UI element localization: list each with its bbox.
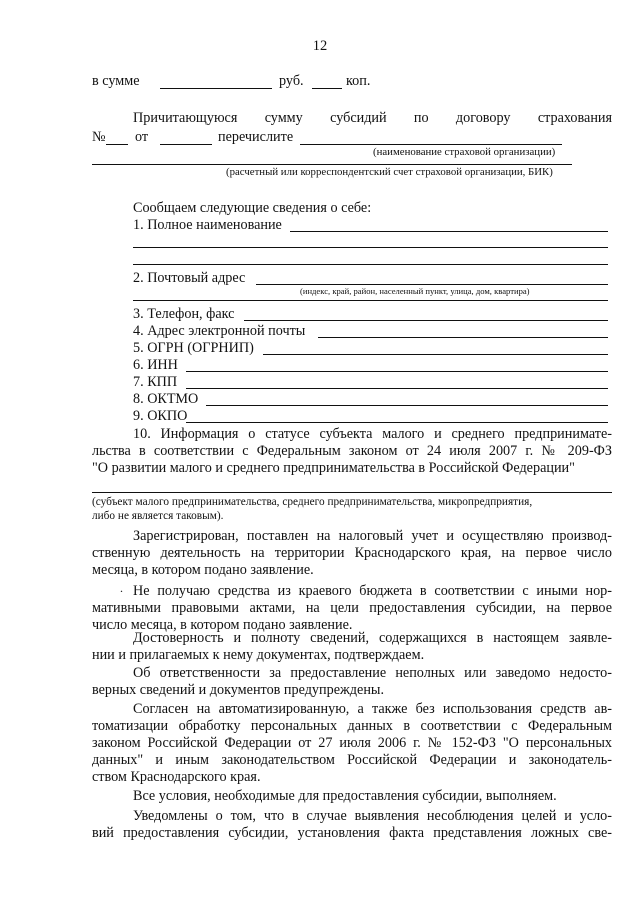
ogrn-field[interactable] — [263, 354, 608, 355]
insurer-account-field[interactable] — [92, 164, 572, 165]
oktmo-field[interactable] — [206, 405, 608, 406]
okpo-field[interactable] — [186, 422, 608, 423]
sum-kop-label: коп. — [346, 73, 371, 89]
status-line: 10. Информация о статусе субъекта малого и среднего предпринимате- — [133, 426, 612, 442]
info-item-label: 8. ОКТМО — [133, 391, 199, 407]
inn-field[interactable] — [186, 371, 608, 372]
info-item-label: 3. Телефон, факс — [133, 306, 235, 322]
paragraph-line: нии и прилагаемых к нему документах, подтверждаем. — [92, 647, 425, 663]
sum-kop-field[interactable] — [312, 88, 342, 89]
full-name-field-line3[interactable] — [133, 264, 608, 265]
info-item-label: 9. ОКПО — [133, 408, 188, 424]
info-item-label: 2. Почтовый адрес — [133, 270, 246, 286]
email-field[interactable] — [318, 337, 608, 338]
paragraph-line: месяца, в котором подано заявление. — [92, 562, 314, 578]
sme-status-caption: (субъект малого предпринимательства, среднего предпринимательства, микропредприятия, — [92, 496, 533, 508]
status-line: льства в соответствии с Федеральным законом от 24 июля 2007 г. № 209-ФЗ — [92, 443, 612, 459]
info-item-label: 5. ОГРН (ОГРНИП) — [133, 340, 254, 356]
postal-address-field-line2[interactable] — [133, 300, 608, 301]
info-intro: Сообщаем следующие сведения о себе: — [133, 200, 372, 216]
info-item-label: 7. КПП — [133, 374, 178, 390]
paragraph-line: верных сведений и документов предупреждены. — [92, 682, 384, 698]
page-number: 12 — [312, 38, 328, 54]
sme-status-caption: либо не является таковым). — [92, 510, 224, 522]
kpp-field[interactable] — [186, 388, 608, 389]
sme-status-field[interactable] — [92, 492, 612, 493]
sum-prefix: в сумме — [92, 73, 140, 89]
paragraph-line: число месяца, в котором подано заявление. — [92, 617, 353, 633]
paragraph-line: Достоверность и полноту сведений, содержащихся в настоящем заявле- — [133, 630, 612, 646]
paragraph-line: мативными правовыми актами, на цели предоставления субсидии, на первое — [92, 600, 612, 616]
info-item-label: 6. ИНН — [133, 357, 178, 373]
paragraph-line: томатизации обработку персональных данных в соответствии с Федеральным — [92, 718, 612, 734]
postal-address-field[interactable] — [256, 284, 608, 285]
paragraph-line: законом Российской Федерации от 27 июля 2006 г. № 152-ФЗ "О персональных — [92, 735, 612, 751]
transfer-line1: Причитающуюся сумму субсидий по договору страхования — [133, 110, 612, 126]
paragraph-line: данных" и иным законодательством Российской Федерации и законодатель- — [92, 752, 612, 768]
paragraph-line: Уведомлены о том, что в случае выявления несоблюдения целей и усло- — [133, 808, 612, 824]
full-name-field-line2[interactable] — [133, 247, 608, 248]
sum-rub-label: руб. — [279, 73, 304, 89]
insurer-account-caption: (расчетный или корреспондентский счет страховой организации, БИК) — [226, 166, 553, 178]
contract-number-field[interactable] — [106, 144, 128, 145]
bullet-mark: . — [120, 581, 123, 595]
insurer-name-field[interactable] — [300, 144, 562, 145]
contract-date-label: от — [135, 129, 149, 145]
paragraph-line: Согласен на автоматизированную, а также без использования средств ав- — [133, 701, 612, 717]
postal-address-caption: (индекс, край, район, населенный пункт, улица, дом, квартира) — [300, 286, 530, 296]
paragraph-line: вий предоставления субсидии, установления факта представления ложных све- — [92, 825, 612, 841]
sum-rub-field[interactable] — [160, 88, 272, 89]
contract-number-label: № — [92, 129, 106, 145]
insurer-name-caption: (наименование страховой организации) — [373, 146, 556, 158]
status-line: "О развитии малого и среднего предпринимательства в Российской Федерации" — [92, 460, 575, 476]
paragraph-line: ством Краснодарского края. — [92, 769, 261, 785]
info-item-label: 1. Полное наименование — [133, 217, 282, 233]
paragraph-line: Не получаю средства из краевого бюджета в соответствии с иными нор- — [133, 583, 612, 599]
paragraph-line: Все условия, необходимые для предоставления субсидии, выполняем. — [133, 788, 557, 804]
paragraph-line: Об ответственности за предоставление неполных или заведомо недосто- — [133, 665, 612, 681]
phone-fax-field[interactable] — [244, 320, 608, 321]
transfer-verb: перечислите — [218, 129, 294, 145]
contract-date-field[interactable] — [160, 144, 212, 145]
paragraph-line: ственную деятельность на территории Краснодарского края, на первое число — [92, 545, 612, 561]
full-name-field[interactable] — [290, 231, 608, 232]
info-item-label: 4. Адрес электронной почты — [133, 323, 306, 339]
paragraph-line: Зарегистрирован, поставлен на налоговый учет и осуществляю производ- — [133, 528, 612, 544]
